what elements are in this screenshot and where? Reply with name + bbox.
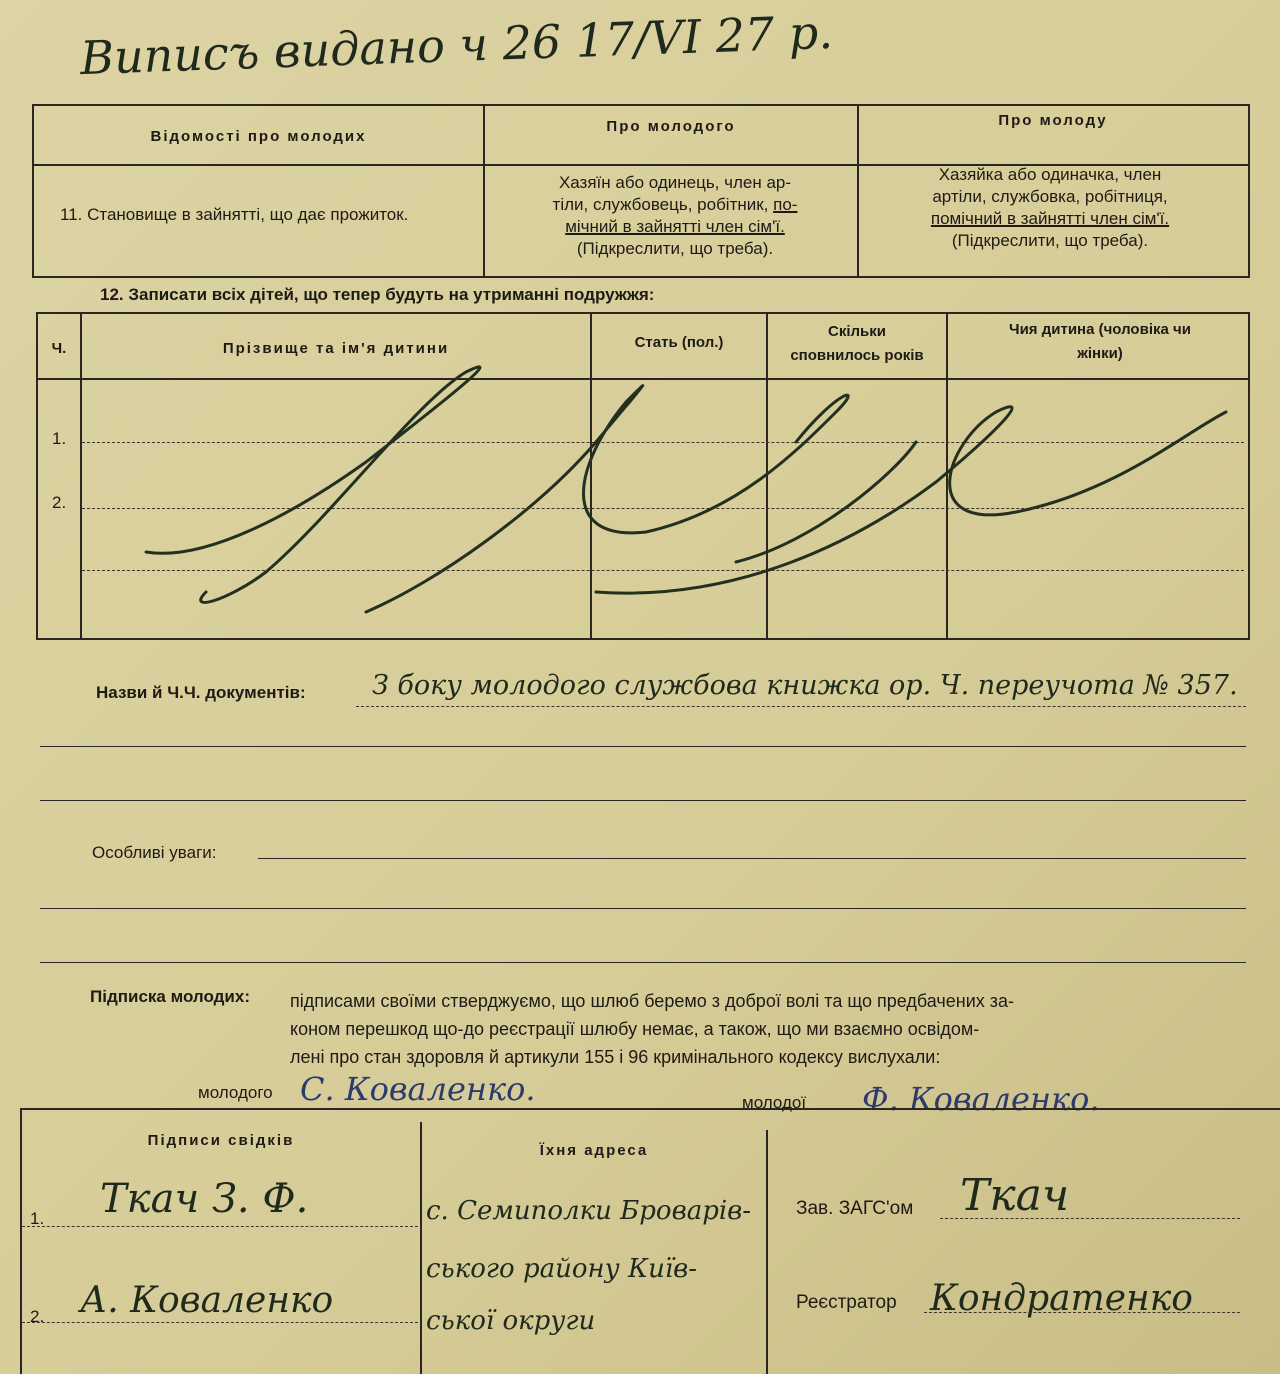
- col-header-witness-sign: Підписи свідків: [147, 1132, 295, 1149]
- witness-2-num: 2.: [30, 1307, 45, 1326]
- registrar-signature: Кондратенко: [930, 1278, 1193, 1319]
- bride-sign-label: молодої: [742, 1093, 807, 1112]
- witness-address-line2: ського району Київ-: [426, 1254, 698, 1284]
- bride-line3: помічний в зайнятті член сім'ї.: [930, 209, 1170, 228]
- col-header-sex: Стать (пол.): [634, 334, 724, 351]
- col-header-name: Прізвище та ім'я дитини: [222, 340, 450, 357]
- col-header-bride: Про молоду: [998, 112, 1108, 129]
- witness-1-signature: Ткач З. Ф.: [100, 1176, 309, 1222]
- bride-signature: Ф. Коваленко.: [862, 1080, 1100, 1118]
- bride-line1: Хазяйка або одиначка, член: [938, 165, 1162, 184]
- declaration-label: Підписка молодих:: [90, 987, 250, 1006]
- declaration-line3: лені про стан здоровля й артикули 155 і 96 кримінального кодексу вислухали:: [290, 1047, 941, 1067]
- documents-label: Назви й Ч.Ч. документів:: [96, 683, 306, 702]
- witness-2-signature: А. Коваленко: [80, 1280, 334, 1321]
- child-row-1-num: 1.: [52, 429, 67, 448]
- special-label: Особливі уваги:: [92, 843, 217, 862]
- col-header-witness-address: Їхня адреса: [539, 1142, 649, 1159]
- bride-line2: артіли, службовка, робітниця,: [932, 187, 1168, 206]
- col-header-age: Скільки сповнилось років: [790, 323, 924, 364]
- bride-occupation: [870, 164, 1230, 252]
- head-signature: Ткач: [960, 1170, 1070, 1221]
- groom-occupation: [500, 172, 850, 260]
- witness-address-line1: с. Семиполки Броварів-: [426, 1196, 752, 1226]
- groom-sign-label: молодого: [198, 1083, 273, 1102]
- issue-note: Виписъ видано ч 26 17/VI 27 р.: [79, 4, 834, 86]
- registrar-label: Реєстратор: [796, 1292, 897, 1313]
- groom-line1: Хазяїн або одинець, член ар-: [558, 173, 792, 192]
- children-title: 12. Записати всіх дітей, що тепер будуть на утриманні подружжя:: [100, 285, 655, 304]
- documents-value: З боку молодого службова книжка ор. Ч. переучота № 357.: [372, 670, 1238, 701]
- col-header-num: Ч.: [51, 340, 67, 357]
- witness-1-num: 1.: [30, 1209, 45, 1228]
- col-header-groom: Про молодого: [606, 118, 736, 135]
- cancellation-strokes: [36, 312, 1246, 636]
- groom-note: (Підкреслити, що треба).: [576, 239, 774, 258]
- declaration-line2: коном перешкод що-до реєстрації шлюбу немає, а також, що ми взаємно освідом-: [290, 1019, 980, 1039]
- head-label: Зав. ЗАГС'ом: [796, 1198, 914, 1219]
- occupation-label: 11. Становище в зайнятті, що дає прожиток.: [60, 205, 409, 224]
- col-header-whose: Чия дитина (чоловіка чи жінки): [1009, 321, 1191, 362]
- witness-address-line3: ської округи: [426, 1306, 596, 1336]
- groom-line3: мічний в зайнятті член сім'ї.: [565, 217, 785, 236]
- child-row-2-num: 2.: [52, 493, 67, 512]
- groom-line2: тіли, службовець, робітник, по-: [552, 195, 798, 214]
- col-header-info: Відомості про молодих: [150, 128, 367, 145]
- declaration-line1: підписами своїми стверджуємо, що шлюб беремо з доброї волі та що предбачених за-: [290, 991, 1015, 1011]
- groom-signature: С. Коваленко.: [300, 1070, 536, 1108]
- bride-note: (Підкреслити, що треба).: [951, 231, 1149, 250]
